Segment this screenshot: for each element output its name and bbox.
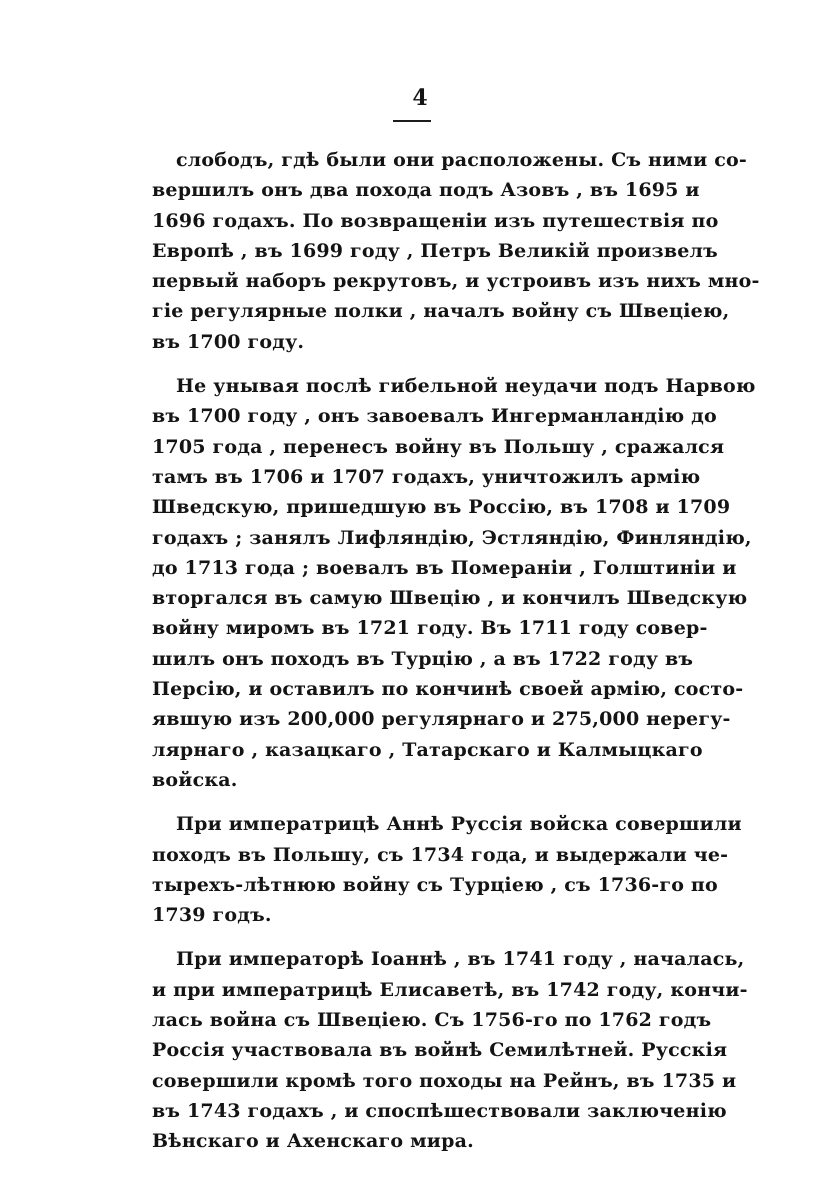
text-line: Персію, и оставилъ по кончинѣ своей армію, состо-	[152, 678, 744, 701]
text-line: тамъ въ 1706 и 1707 годахъ, уничтожилъ армію	[152, 465, 701, 488]
text-line: тырехъ-лѣтнюю войну съ Турціею , съ 1736-го по	[152, 873, 718, 896]
text-line: слободъ, гдѣ были они расположены. Съ ними со-	[176, 149, 747, 171]
text-line: въ 1700 году , онъ завоевалъ Ингерманландію до	[152, 405, 717, 428]
text-line: въ 1743 годахъ , и споспѣшествовали заключенію	[152, 1099, 727, 1122]
text-line: годахъ ; занялъ Лифляндію, Эстляндію, Финляндію,	[152, 526, 752, 549]
paragraph-gap	[152, 357, 687, 371]
text-line: и при императрицѣ Елисаветѣ, въ 1742 году, кончи-	[152, 978, 748, 1001]
paragraph-gap	[152, 930, 687, 944]
text-line: При императрицѣ Аннѣ Руссія войска совершили	[176, 813, 742, 836]
text-line: до 1713 года ; воевалъ въ Помераніи , Голштиніи и	[152, 556, 737, 579]
paragraph	[152, 371, 756, 795]
text-line: шилъ онъ походъ въ Турцію , а въ 1722 году въ	[152, 647, 694, 670]
text-line: 1705 года , перенесъ войну въ Польшу , сражался	[152, 435, 725, 458]
text-line: Европѣ , въ 1699 году , Петръ Великій произвелъ	[152, 239, 718, 262]
text-line: войска.	[152, 768, 238, 791]
paragraph	[152, 944, 748, 1156]
paragraph	[152, 145, 760, 357]
text-line: лярнаго , казацкаго , Татарскаго и Калмыцкаго	[152, 738, 703, 761]
text-line: Вѣнскаго и Ахенскаго мира.	[152, 1130, 474, 1153]
text-line: 1739 годъ.	[152, 904, 272, 927]
text-line: вторгался въ самую Швецію , и кончилъ Шведскую	[152, 587, 748, 610]
text-line: гіе регулярные полки , началъ войну съ Швеціею,	[152, 300, 730, 323]
text-line: При императорѣ Іоаннѣ , въ 1741 году , началась,	[176, 948, 745, 971]
paragraph-gap	[152, 795, 687, 809]
text-line: первый наборъ рекрутовъ, и устроивъ изъ нихъ мно-	[152, 270, 760, 293]
text-line: въ 1700 году.	[152, 330, 305, 353]
text-line: походъ въ Польшу, съ 1734 года, и выдержали че-	[152, 843, 729, 866]
text-line: 1696 годахъ. По возвращеніи изъ путешествія по	[152, 209, 719, 232]
text-line: Шведскую, пришедшую въ Россію, въ 1708 и 1709	[152, 496, 731, 519]
text-line: Не унывая послѣ гибельной неудачи подъ Нарвою	[176, 375, 756, 398]
paragraph	[152, 809, 742, 930]
body-text	[152, 145, 760, 1157]
page-number: 4	[412, 85, 428, 111]
text-line: Россія участвовала въ войнѣ Семилѣтней. Русскія	[152, 1039, 728, 1062]
text-line: вершилъ онъ два похода подъ Азовъ , въ 1695 и	[152, 179, 700, 202]
text-line: совершили кромѣ того походы на Рейнъ, въ 1735 и	[152, 1069, 737, 1092]
text-line: лась война съ Швеціею. Съ 1756-го по 1762 годъ	[152, 1009, 712, 1032]
page-number-rule	[393, 120, 431, 122]
text-line: войну миромъ въ 1721 году. Въ 1711 году совер-	[152, 617, 708, 640]
text-line: явшую изъ 200,000 регулярнаго и 275,000 нерегу-	[152, 708, 731, 731]
